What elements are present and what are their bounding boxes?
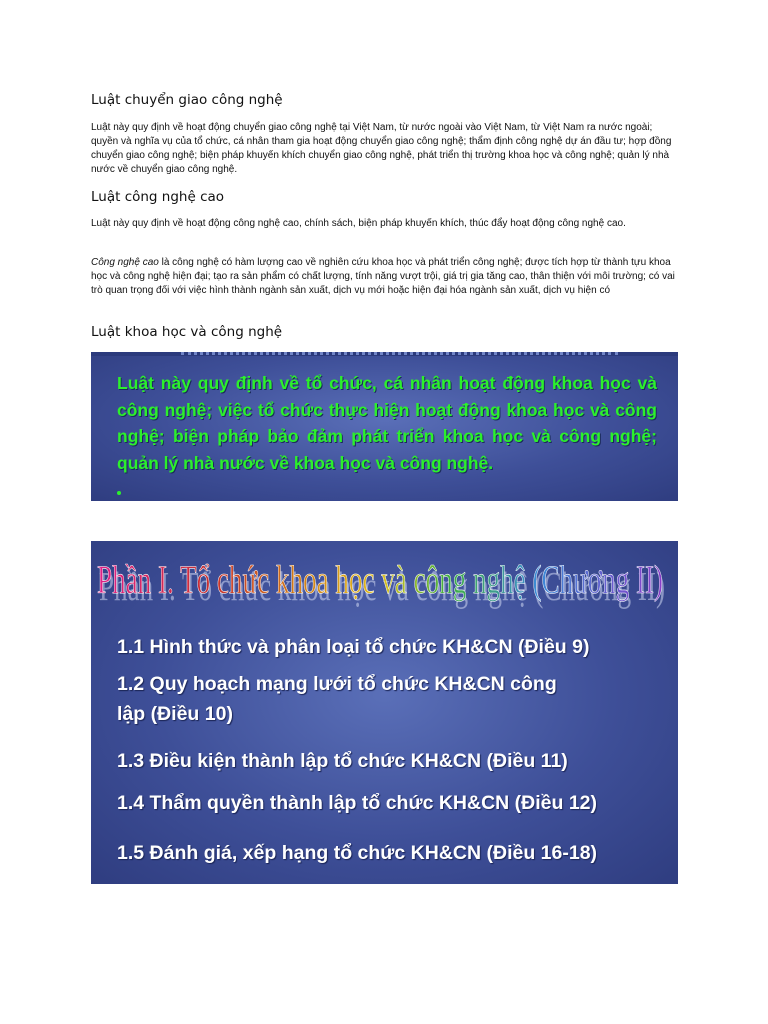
outline-item-1-3: 1.3 Điều kiện thành lập tổ chức KH&CN (Điều 11) (117, 750, 568, 772)
slide-title-text: Phần I. Tổ chức khoa học và công nghệ (Chương II) (97, 557, 663, 602)
slide-scope-text: Luật này quy định về tổ chức, cá nhân hoạt động khoa học và công nghệ; việc tổ chức thực hiện hoạt động khoa học và công nghệ; biện pháp bảo đảm phát triển khoa học và công nghệ; quản lý nhà nước về khoa học và công nghệ. (117, 373, 657, 473)
slide-wordart-title (91, 549, 678, 609)
paragraph-technology-transfer: Luật này quy định về hoạt động chuyển giao công nghệ tại Việt Nam, từ nước ngoài vào Việt Nam, từ Việt Nam ra nước ngoài; quyền và nghĩa vụ của tổ chức, cá nhân tham gia hoạt động chuyển giao công nghệ; thẩm định công nghệ dự án đầu tư; hợp đồng chuyển giao công nghệ; biện pháp khuyến khích chuyển giao công nghệ, phát triển thị trường khoa học và công nghệ; quản lý nhà nước về chuyển giao công nghệ. (91, 122, 672, 175)
paragraph-high-tech-scope: Luật này quy định về hoạt động công nghệ cao, chính sách, biện pháp khuyến khích, thúc đẩy hoạt động công nghệ cao. (91, 218, 626, 229)
heading-technology-transfer-law: Luật chuyển giao công nghệ (91, 92, 283, 108)
paragraph-high-tech-definition (91, 256, 677, 298)
slide-organization-outline (91, 541, 678, 884)
definition-text: là công nghệ có hàm lượng cao về nghiên cứu khoa học và phát triển công nghệ; được tích hợp từ thành tựu khoa học và công nghệ hiện đại; tạo ra sản phẩm có chất lượng, tính năng vượt trội, giá trị gia tăng cao, thân thiện với môi trường; có vai trò quan trọng đối với việc hình thành ngành sản xuất, dịch vụ mới hoặc hiện đại hóa ngành sản xuất, dịch vụ hiện có (91, 257, 675, 296)
outline-item-1-1: 1.1 Hình thức và phân loại tổ chức KH&CN (Điều 9) (117, 636, 590, 658)
slide-title-reflection: Phần I. Tổ chức khoa học và công nghệ (Chương II) (99, 563, 665, 609)
slide-bullet-mark (117, 491, 121, 495)
outline-item-1-2-continued: lập (Điều 10) (117, 703, 233, 725)
outline-item-1-2: 1.2 Quy hoạch mạng lưới tổ chức KH&CN công (117, 673, 557, 695)
heading-science-technology-law: Luật khoa học và công nghệ (91, 324, 283, 340)
outline-item-1-5: 1.5 Đánh giá, xếp hạng tổ chức KH&CN (Điều 16-18) (117, 842, 598, 864)
slide-dotted-line (181, 352, 618, 359)
heading-high-tech-law: Luật công nghệ cao (91, 189, 225, 205)
definition-term: Công nghệ cao (91, 257, 159, 268)
outline-item-1-4: 1.4 Thẩm quyền thành lập tổ chức KH&CN (Điều 12) (117, 792, 598, 814)
slide-law-scope (91, 352, 678, 501)
